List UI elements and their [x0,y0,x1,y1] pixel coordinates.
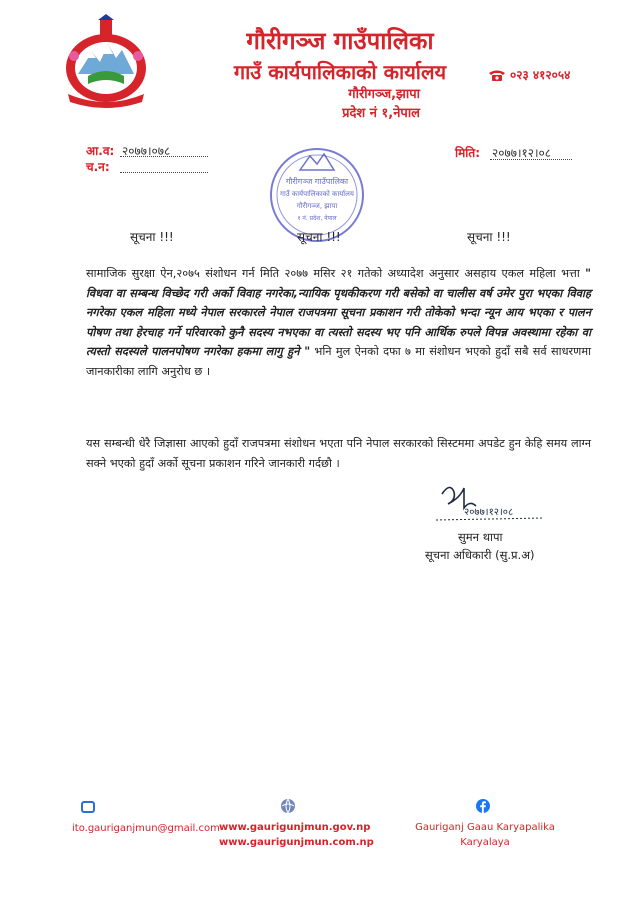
stamp-line-3: गौरीगञ्ज, झापा [296,202,338,210]
signature [430,478,550,530]
ref-number-label: च.न: [86,160,110,174]
nepal-emblem-icon [58,14,154,108]
facebook-icon [476,799,490,813]
address-line: गौरीगञ्ज,झापा [348,87,420,102]
office-title: गौरीगञ्ज गाउँपालिका [246,27,434,55]
paragraph-1-quote: " विधवा वा सम्बन्ध विच्छेद गरी अर्को विवाह नगरेका,न्यायिक पृथकीकरण गरी बसेको वा चालीस वर्ष उमेर पुरा भएका विवाह नगरेका एकल महिला मध्ये नेपाल सरकारले नेपाल राजपत्रमा सूचना प्रकाशन गरी तोकेको भन्दा न्यून आय भएका र पालन पोषण तथा हेरचाह गर्ने परिवारको कुनै सदस्य नभएका वा त्यस्तो सदस्य भए पनि आर्थिक रुपले विपन्न अवस्थामा रहेका वा त्यस्तो सदस्यले पालनपोषण नगरेका हकमा लागु हुने " [86,267,591,358]
date-rule [490,159,572,160]
phone-value: ०२३ ४१२०५४ [510,68,571,82]
notice-heading-1: सूचना !!! [130,230,174,244]
footer-website-link-1[interactable]: www.gaurigunjmun.gov.np [219,822,371,833]
notice-heading-3: सूचना !!! [467,230,511,244]
fiscal-year-label: आ.व: [86,144,115,158]
stamp-line-2: गाउँ कार्यपालिकाको कार्यालय [280,190,354,198]
fiscal-year-value: २०७७।०७८ [122,144,171,158]
footer-facebook-link-line2[interactable]: Karyalaya [460,837,510,848]
province-line: प्रदेश नं १,नेपाल [342,106,420,121]
footer-facebook-link[interactable]: Gauriganj Gaau Karyapalika [415,822,555,833]
stamp-line-1: गौरीगञ्ज गाउँपालिका [285,177,349,186]
stamp-line-4: १ नं. प्रदेश, नेपाल [297,215,337,222]
paragraph-1-closing: भनि मुल ऐनको दफा ७ मा संशोधन भएको हुदाँ सबै सर्व साधरणमा जानकारीका लागि अनुरोध छ । [86,345,591,378]
signatory-name: सुमन थापा [458,530,503,544]
footer-website-link-2[interactable]: www.gaurigunjmun.com.np [219,837,374,848]
footer-email-link[interactable]: ito.gauriganjmun@gmail.com [72,823,220,834]
notice-heading-2: सूचना !!! [297,230,341,244]
ref-number-rule [120,172,208,173]
office-subtitle: गाउँ कार्यपालिकाको कार्यालय [233,60,447,84]
phone-number [488,66,570,83]
notice-paragraph-2: यस सम्बन्धी धेरै जिज्ञासा आएको हुदाँ राजपत्रमा संशोधन भएता पनि नेपाल सरकारको सिस्टममा अपडेट हुन केहि समय लाग्न सक्ने भएको हुदाँ अर्को सूचना प्रकाशन गरिने जानकारी गर्दछौ । [86,437,591,470]
telephone-icon [488,69,506,81]
fiscal-year-rule [120,156,208,157]
globe-icon [279,797,297,815]
signatory-title: सूचना अधिकारी (सु.प्र.अ) [425,548,535,562]
notice-paragraph-1 [86,264,591,381]
email-icon [81,800,95,814]
date-label: मिति: [455,146,481,160]
handwritten-date: २०७७।१२।०८ [464,507,514,518]
date-value: २०७७।१२।०८ [492,146,552,160]
paragraph-1-intro: सामाजिक सुरक्षा ऐन,२०७५ संशोधन गर्न मिति २०७७ मसिर २१ गतेको अध्यादेश अनुसार असहाय एकल महिला भत्ता [86,267,586,280]
